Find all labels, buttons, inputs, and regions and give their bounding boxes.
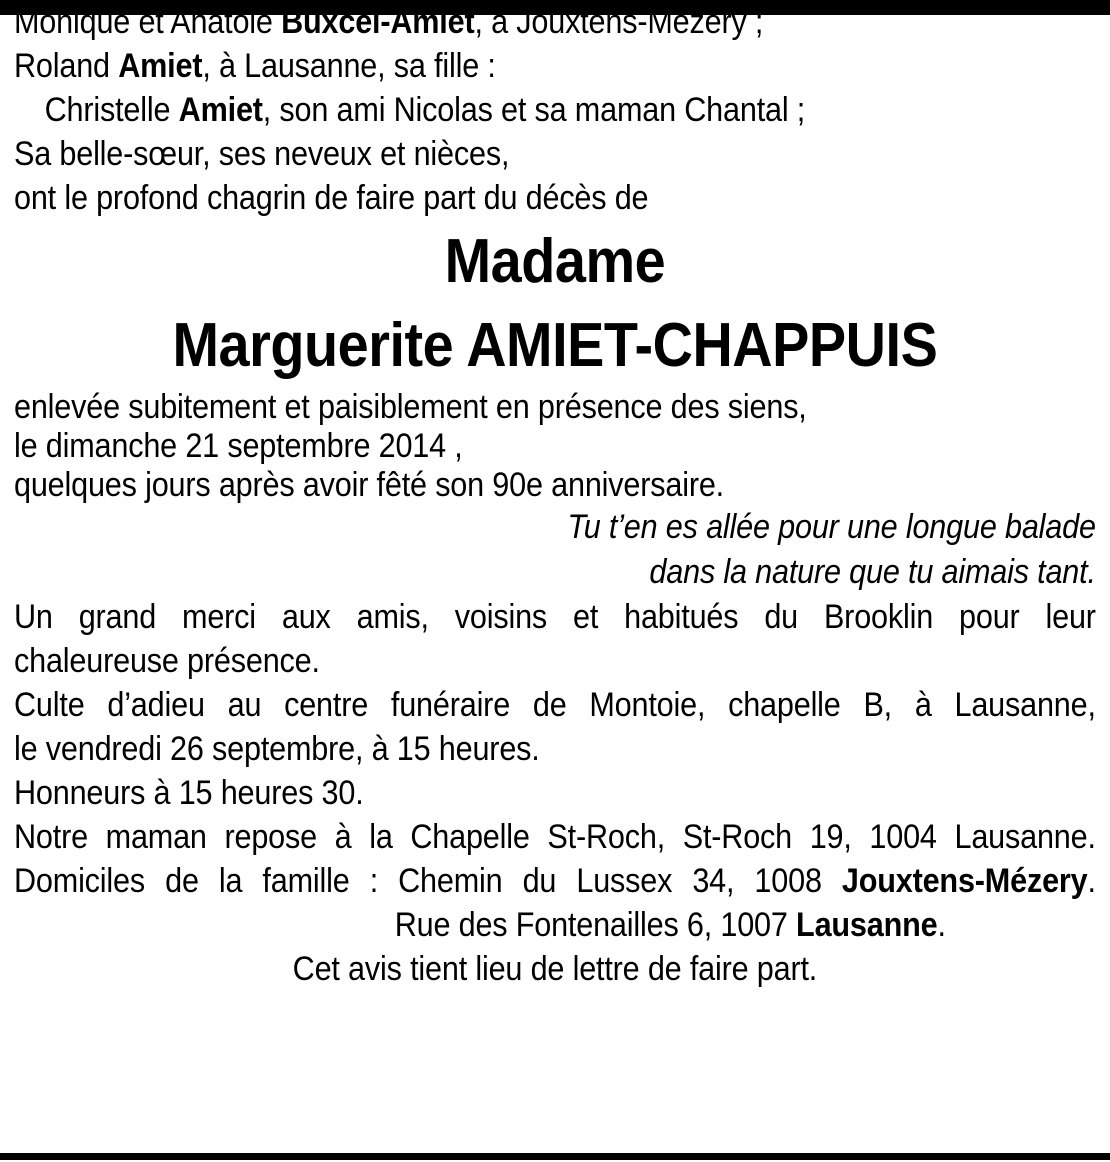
family-line-text: ont le profond chagrin de faire part du décès de [14, 179, 649, 217]
family-line [14, 0, 1096, 44]
family-line-text: , son ami Nicolas et sa maman Chantal ; [262, 91, 806, 129]
memorial-quote-block [14, 505, 1096, 595]
family-block [14, 0, 1096, 220]
family-line-text: Roland [14, 47, 119, 85]
quote-line: dans la nature que tu aimais tant. [649, 553, 1096, 591]
practical-info-block [14, 595, 1096, 947]
family-line [14, 88, 1096, 132]
family-line-text: Monique et Anatole [14, 3, 282, 41]
ceremony-line: le vendredi 26 septembre, à 15 heures. [14, 730, 540, 768]
resting-place-line: Notre maman repose à la Chapelle St-Roch, St-Roch 19, 1004 Lausanne. [14, 818, 1096, 856]
quote-line: Tu t’en es allée pour une longue balade [567, 508, 1096, 546]
thanks-line: chaleureuse présence. [14, 642, 320, 680]
family-address-line [14, 859, 1096, 903]
thanks-line: Un grand merci aux amis, voisins et habitués du Brooklin pour leur [14, 598, 1096, 636]
honours-line: Honneurs à 15 heures 30. [14, 774, 364, 812]
family-line [14, 176, 1096, 220]
death-date-line: le dimanche 21 septembre 2014 , [14, 427, 463, 465]
family-line-text: , à Lausanne, sa fille : [202, 47, 496, 85]
ceremony-line: Culte d’adieu au centre funéraire de Montoie, chapelle B, à Lausanne, [14, 686, 1096, 724]
family-address-line [14, 903, 1096, 947]
family-line-text: Christelle [44, 91, 179, 129]
family-line [14, 44, 1096, 88]
closing-statement: Cet avis tient lieu de lettre de faire part. [292, 950, 818, 988]
family-line-bold-name: Buxcel-Amiet [281, 3, 475, 41]
deceased-title-line1: Madame [444, 227, 666, 296]
address-text: . [1087, 862, 1096, 900]
address-city-bold: Lausanne [796, 906, 938, 944]
family-line-bold-name: Amiet [178, 91, 263, 129]
family-line-text: , à Jouxtens-Mézery ; [474, 3, 764, 41]
family-line [14, 132, 1096, 176]
bottom-border-rule [0, 1153, 1110, 1160]
address-text: Domiciles de la famille : Chemin du Lussex 34, 1008 [14, 862, 842, 900]
death-details-block [14, 388, 1096, 505]
family-line-bold-name: Amiet [118, 47, 203, 85]
deceased-name: Marguerite AMIET-CHAPPUIS [172, 311, 938, 380]
address-text: . [937, 906, 946, 944]
address-city-bold: Jouxtens-Mézery [841, 862, 1088, 900]
address-text: Rue des Fontenailles 6, 1007 [394, 906, 797, 944]
death-detail-line: quelques jours après avoir fêté son 90e anniversaire. [14, 466, 725, 504]
family-line-text: Sa belle-sœur, ses neveux et nièces, [14, 135, 510, 173]
deceased-title-block [14, 220, 1096, 388]
death-detail-line: enlevée subitement et paisiblement en présence des siens, [14, 388, 807, 426]
notice-content [14, 0, 1096, 991]
